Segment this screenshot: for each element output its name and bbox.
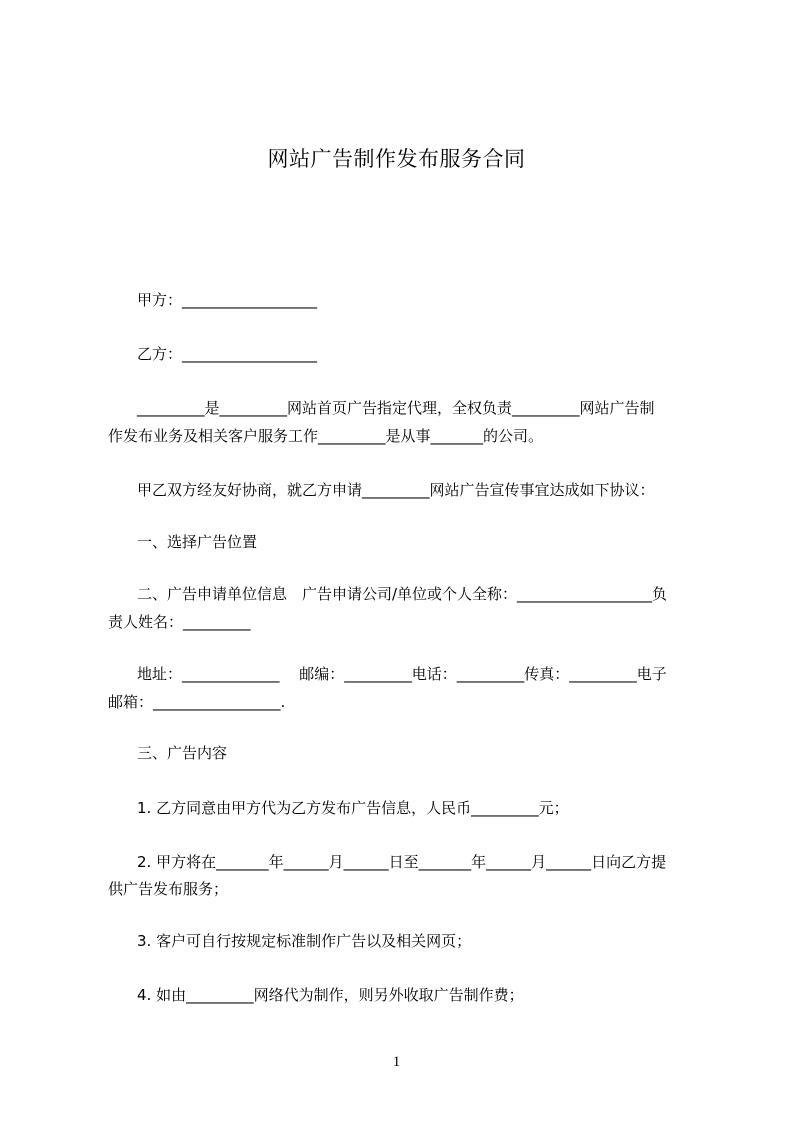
content-item-2-line-2: 供广告发布服务； [108,880,229,898]
party-b-line: 乙方：__________________ [137,345,318,363]
address-line-2: 邮箱：_________________. [108,693,286,711]
content-item-4: 4. 如由_________网络代为制作，则另外收取广告制作费； [137,986,524,1004]
page-number: 1 [392,1054,401,1070]
document-title: 网站广告制作发布服务合同 [267,147,526,171]
section-2-line-2: 责人姓名：_________ [108,613,251,631]
content-item-1: 1. 乙方同意由甲方代为乙方发布广告信息，人民币_________元； [137,799,569,817]
intro-line-2: 作发布业务及相关客户服务工作_________是从事_______的公司。 [108,427,544,445]
content-item-2-line-1: 2. 甲方将在_______年______月______日至_______年______月______日向乙方提 [137,853,667,871]
address-line-1: 地址：_____________ 邮编：_________电话：_________传真：_________电子 [137,665,667,683]
section-3-heading: 三、广告内容 [137,744,228,762]
section-1-heading: 一、选择广告位置 [137,533,258,551]
content-item-3: 3. 客户可自行按规定标准制作广告以及相关网页； [137,932,472,950]
agreement-paragraph: 甲乙双方经友好协商，就乙方申请_________网站广告宣传事宜达成如下协议： [137,481,655,499]
section-2-line-1: 二、广告申请单位信息 广告申请公司/单位或个人全称：__________________负 [137,585,668,603]
party-a-line: 甲方：__________________ [137,291,318,309]
intro-line-1: _________是_________网站首页广告指定代理，全权负责_________网站广告制 [137,399,655,417]
